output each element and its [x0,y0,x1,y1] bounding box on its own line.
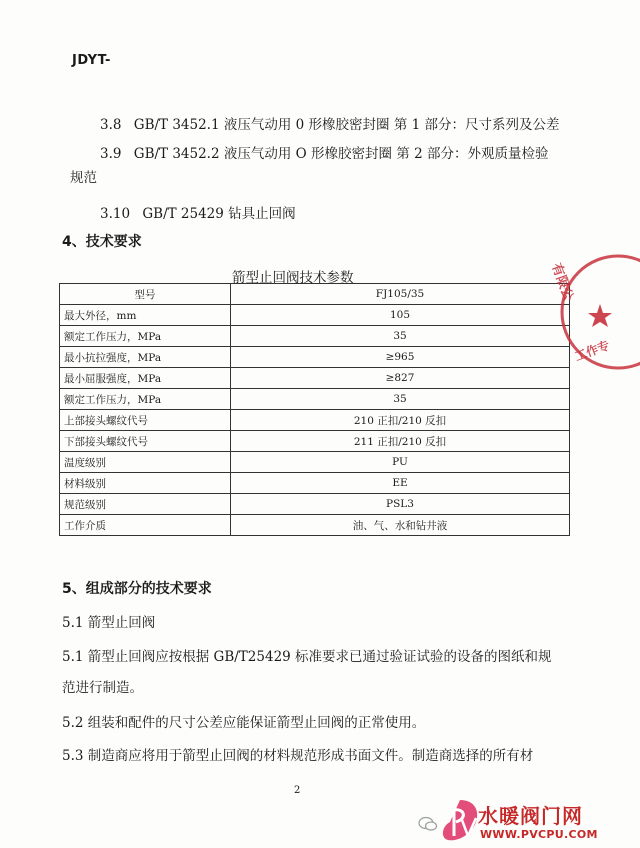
table-label-cell: 最大外径，mm [60,305,231,326]
reference-3-9-continued [70,166,97,186]
table-row [60,494,570,515]
watermark-url: WWW.PVCPU.COM [480,828,598,841]
table-row [60,515,570,536]
table-value-cell: 211 正扣/210 反扣 [231,431,570,452]
table-header-cell: 型号 [60,284,231,305]
paragraph-5-3: 5.3 制造商应将用于箭型止回阀的材料规范形成书面文件。制造商选择的所有材 [62,748,534,764]
watermark-brand: 水暖阀门网 [478,804,583,828]
table-label-cell: 额定工作压力，MPa [60,389,231,410]
seal-icon [560,250,640,380]
reference-number: 3.10 [100,206,131,222]
reference-3-9 [100,142,548,162]
reference-text: GB/T 3452.1 液压气动用 0 形橡胶密封圈 第 1 部分：尺寸系列及公差 [133,117,560,133]
table-value-cell: 210 正扣/210 反扣 [231,410,570,431]
reference-number: 3.9 [100,146,122,162]
table-label-cell: 最小抗拉强度，MPa [60,347,231,368]
reference-text: GB/T 25429 钻具止回阀 [142,206,296,222]
reference-3-8 [100,113,560,133]
table-row [60,368,570,389]
table-row [60,431,570,452]
paragraph-5-2: 5.2 组装和配件的尺寸公差应能保证箭型止回阀的正常使用。 [62,715,426,731]
table-value-cell: 油、气、水和钻井液 [231,515,570,536]
pv-logo-icon [438,796,482,846]
table-row [60,305,570,326]
table-row [60,347,570,368]
table-caption: 箭型止回阀技术参数 [232,270,354,286]
table-label-cell: 工作介质 [60,515,231,536]
table-label-cell: 上部接头螺纹代号 [60,410,231,431]
table-value-cell: EE [231,473,570,494]
wechat-icon [418,817,438,831]
table-label-cell: 温度级别 [60,452,231,473]
table-value-cell: 35 [231,326,570,347]
stamp-text-top: 有限公 [548,261,576,304]
table-value-cell: 35 [231,389,570,410]
page-number: 2 [294,785,301,796]
reference-3-10 [100,202,296,222]
paragraph-5-1-title: 5.1 箭型止回阀 [62,615,156,631]
table-row [60,473,570,494]
table-label-cell: 最小屈服强度，MPa [60,368,231,389]
table-value-cell: PSL3 [231,494,570,515]
table-label-cell: 规范级别 [60,494,231,515]
spec-table [59,283,570,536]
stamp-text-bottom: 工作专 [572,338,612,364]
table-header-cell: FJ105/35 [231,284,570,305]
table-row [60,326,570,347]
table-row [60,410,570,431]
table-value-cell: PU [231,452,570,473]
reference-text: GB/T 3452.2 液压气动用 O 形橡胶密封圈 第 2 部分：外观质量检验 [133,146,549,162]
table-label-cell: 材料级别 [60,473,231,494]
company-seal-stamp [548,250,640,380]
paragraph-5-1-line2: 范进行制造。 [62,680,143,696]
table-label-cell: 额定工作压力，MPa [60,326,231,347]
table-row [60,452,570,473]
table-header-row [60,284,570,305]
table-row [60,389,570,410]
table-label-cell: 下部接头螺纹代号 [60,431,231,452]
paragraph-5-1-line1: 5.1 箭型止回阀应按根据 GB/T25429 标准要求已通过验证试验的设备的图纸和规 [62,649,552,665]
section-4-heading: 4、技术要求 [62,234,142,250]
table-value-cell: ≥965 [231,347,570,368]
reference-number: 3.8 [100,117,122,133]
table-value-cell: ≥827 [231,368,570,389]
document-code: JDYT- [72,53,111,68]
section-5-heading: 5、组成部分的技术要求 [62,581,212,597]
reference-text: 规范 [70,170,97,186]
table-value-cell: 105 [231,305,570,326]
